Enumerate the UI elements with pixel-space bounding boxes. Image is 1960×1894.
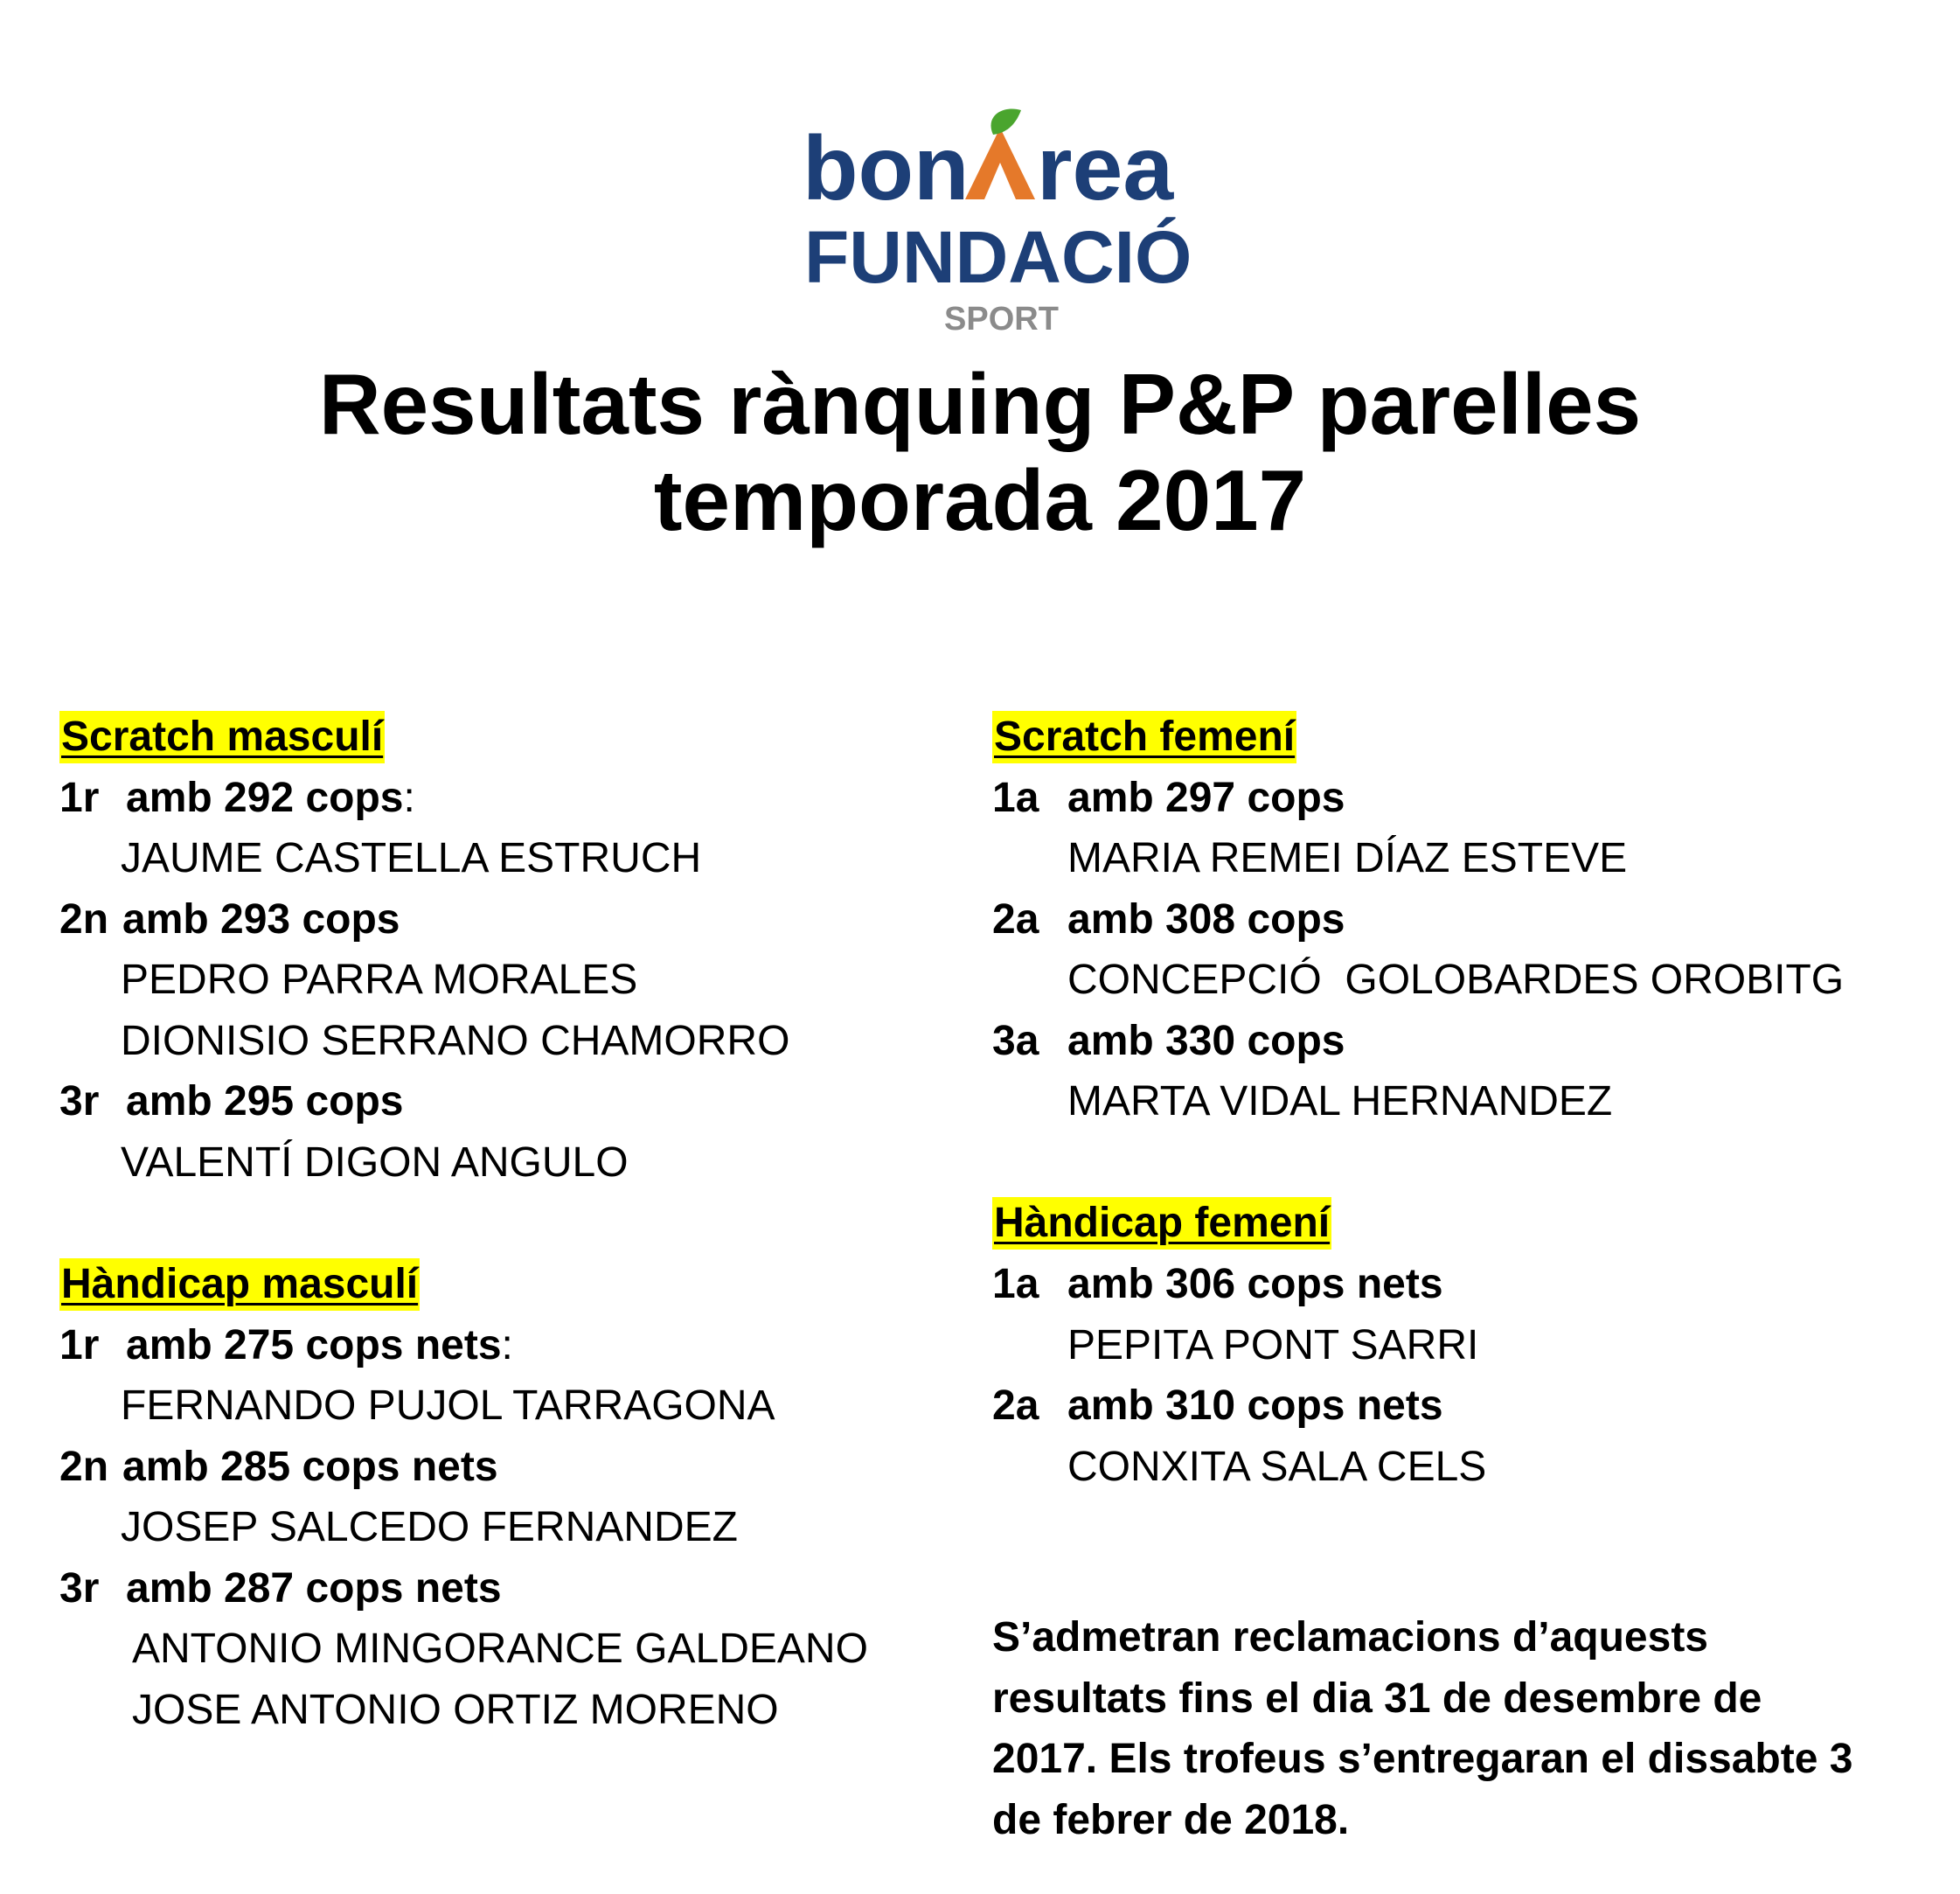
- rank-label: 3r: [59, 1564, 100, 1612]
- rank-label: 2a: [992, 895, 1039, 943]
- player-name: PEDRO PARRA MORALES: [121, 957, 638, 1004]
- rank-label: 2n: [59, 1443, 109, 1490]
- placement-row: [59, 889, 969, 950]
- placement-row: [59, 1315, 969, 1376]
- logo-sport: SPORT: [944, 301, 1059, 338]
- score-text: amb 297 cops: [1067, 774, 1345, 821]
- score-text: amb 295 cops: [126, 1078, 404, 1125]
- placement-row: [59, 1437, 969, 1498]
- logo-brand-rea: rea: [1037, 118, 1174, 219]
- section-scratch-masculi: [59, 707, 969, 1193]
- score-text: amb 285 cops nets: [122, 1443, 498, 1490]
- placement-row: [59, 1558, 969, 1619]
- placement-row: [992, 1375, 1945, 1437]
- notice-line: resultats fins el dia 31 de desembre de: [992, 1675, 1762, 1722]
- spacer: [59, 1193, 969, 1254]
- placement-row: [992, 768, 1945, 829]
- score-text: amb 292 cops: [126, 774, 404, 821]
- title-line-2: temporada 2017: [653, 452, 1307, 548]
- page-title: [0, 356, 1960, 548]
- notice-line: de febrer de 2018.: [992, 1796, 1350, 1843]
- section-scratch-femeni: [992, 707, 1945, 1132]
- rank-label: 1r: [59, 1321, 100, 1368]
- section-title: Scratch femení: [992, 711, 1296, 763]
- notice-line: 2017. Els trofeus s’entregaran el dissabte 3: [992, 1736, 1853, 1782]
- player-name: MARTA VIDAL HERNANDEZ: [1067, 1078, 1613, 1125]
- score-text: amb 287 cops nets: [126, 1564, 502, 1612]
- bonarea-leaf-a-icon: [965, 108, 1035, 199]
- score-text: amb 275 cops nets: [126, 1321, 502, 1368]
- score-text: amb 308 cops: [1067, 895, 1345, 943]
- mens-results-column: [59, 707, 969, 1740]
- rank-label: 3r: [59, 1078, 100, 1125]
- spacer: [992, 1132, 1945, 1194]
- section-handicap-masculi: [59, 1254, 969, 1740]
- player-name: MARIA REMEI DÍAZ ESTEVE: [1067, 835, 1628, 882]
- bonarea-fundacio-logo: [787, 105, 1198, 350]
- rank-label: 2n: [59, 895, 109, 943]
- colon-text: :: [501, 1321, 513, 1368]
- colon-text: :: [403, 774, 415, 821]
- rank-label: 2a: [992, 1382, 1039, 1429]
- placement-row: [59, 768, 969, 829]
- score-text: amb 306 cops nets: [1067, 1261, 1443, 1307]
- player-name: VALENTÍ DIGON ANGULO: [121, 1138, 629, 1186]
- placement-row: [992, 889, 1945, 950]
- player-name: CONCEPCIÓ GOLOBARDES OROBITG: [1067, 957, 1845, 1004]
- rank-label: 1r: [59, 774, 100, 821]
- rank-label: 3a: [992, 1017, 1039, 1064]
- section-handicap-femeni: [992, 1193, 1945, 1497]
- player-name: DIONISIO SERRANO CHAMORRO: [121, 1017, 790, 1064]
- placement-row: [59, 1071, 969, 1132]
- title-line-1: Resultats rànquing P&P parelles: [318, 356, 1642, 452]
- claims-notice: [992, 1607, 1936, 1850]
- player-name: JOSEP SALCEDO FERNANDEZ: [121, 1504, 738, 1550]
- section-title: Hàndicap masculí: [59, 1258, 420, 1311]
- player-name: PEPITA PONT SARRI: [1067, 1321, 1479, 1368]
- placement-row: [992, 1011, 1945, 1072]
- player-name: JOSE ANTONIO ORTIZ MORENO: [132, 1686, 779, 1733]
- rank-label: 1a: [992, 774, 1039, 821]
- womens-results-column: [992, 707, 1945, 1497]
- score-text: amb 330 cops: [1067, 1017, 1345, 1064]
- section-title: Scratch masculí: [59, 711, 385, 763]
- section-title: Hàndicap femení: [992, 1197, 1331, 1250]
- score-text: amb 293 cops: [122, 895, 400, 943]
- player-name: CONXITA SALA CELS: [1067, 1443, 1487, 1490]
- player-name: JAUME CASTELLA ESTRUCH: [121, 835, 702, 882]
- notice-line: S’admetran reclamacions d’aquests: [992, 1614, 1708, 1661]
- rank-label: 1a: [992, 1261, 1039, 1307]
- player-name: ANTONIO MINGORANCE GALDEANO: [132, 1626, 868, 1672]
- score-text: amb 310 cops nets: [1067, 1382, 1443, 1429]
- player-name: FERNANDO PUJOL TARRAGONA: [121, 1382, 775, 1429]
- logo-brand-bon: bon: [803, 118, 970, 219]
- logo-fundacio: FUNDACIÓ: [804, 216, 1192, 298]
- placement-row: [992, 1254, 1945, 1315]
